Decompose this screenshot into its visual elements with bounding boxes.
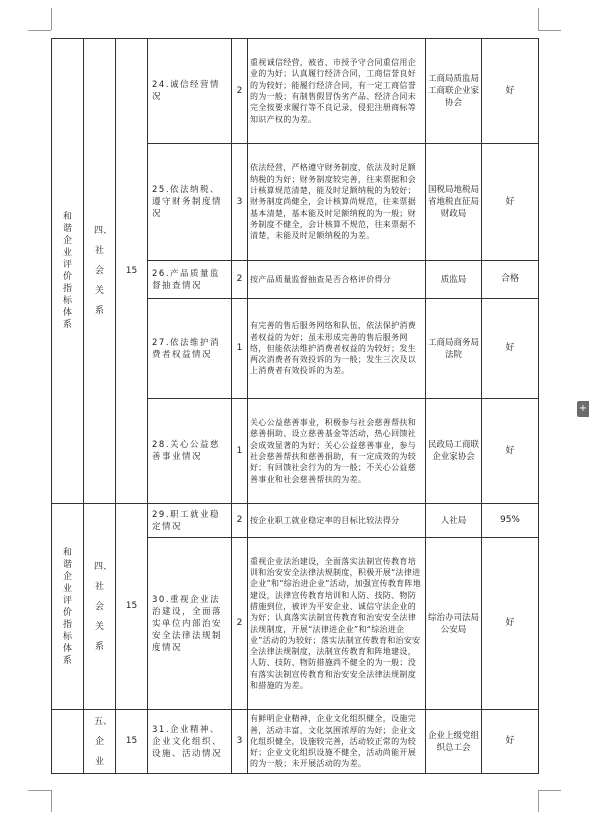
crop-mark-bottom-left-v [51, 790, 52, 812]
item-score: 3 [232, 710, 248, 774]
item-result: 好 [482, 538, 539, 710]
item-result: 好 [482, 144, 539, 261]
dimension-cell: 五、企业 [84, 710, 116, 774]
item-score: 1 [232, 299, 248, 399]
item-standard: 按产品质量监督抽查是否合格评价得分 [248, 261, 426, 299]
item-name: 31.企业精神、企业文化组织、设施、活动情况 [148, 710, 232, 774]
item-department: 民政局工商联企业家协会 [426, 399, 482, 504]
item-result: 好 [482, 299, 539, 399]
item-name: 26.产品质量监督抽查情况 [148, 261, 232, 299]
item-department: 企业上级党组织总工会 [426, 710, 482, 774]
item-department: 工商局质监局工商联企业家协会 [426, 39, 482, 144]
item-standard: 依法经营，严格遵守财务制度，依法及时足额纳税的为好；财务制度较完善，往来票据和会计核算规范清楚，能及时足额纳税的为较好；财务制度尚健全，会计核算尚规范，往来票据基本清楚，基本能及时足额纳税的为一般；财务制度不健全，会计核算不规范，往来票据不清楚，未能及时足额纳税的为差。 [248, 144, 426, 261]
crop-mark-top-right-h [538, 30, 561, 31]
crop-mark-top-left-v [51, 8, 52, 30]
item-department: 人社局 [426, 504, 482, 538]
item-department: 质监局 [426, 261, 482, 299]
item-standard: 重视诚信经营，被省、市授予守合同重信用企业的为好；认真履行经济合同，工商信誉良好的为较好；能履行经济合同，有一定工商信誉的为一般；有制售假冒伪劣产品、经济合同未完全按要求履行等不良记录，侵犯注册商标等知识产权的为差。 [248, 39, 426, 144]
total-score-cell: 15 [116, 39, 148, 504]
crop-mark-top-right-v [538, 8, 539, 30]
category-cell: 和谐企业评价指标体系 [52, 39, 84, 504]
item-name: 30.重视企业法治建设，全面落实单位内部治安安全法律法规制度情况 [148, 538, 232, 710]
item-score: 2 [232, 261, 248, 299]
crop-mark-bottom-right-v [538, 790, 539, 812]
plus-icon: + [578, 403, 588, 414]
item-department: 国税局地税局省地税直征局财政局 [426, 144, 482, 261]
crop-mark-bottom-right-h [538, 790, 561, 791]
item-name: 24.诚信经营情况 [148, 39, 232, 144]
item-standard: 重视企业法治建设，全面落实法制宣传教育培训和治安安全法律法规制度，积极开展“法律进企业”和“综治进企业”活动，加强宣传教育阵地建设，法律宣传教育培训和人防、技防、物防措施到位，被评为平安企业、诚信守法企业的为好；认真落实法制宣传教育和治安安全法律法规制度，开展“法律进企业”和“综治进企业”活动的为较好；落实法制宣传教育和治安安全法律法规制度，法制宣传教育和阵地建设，人防、技防、物防措施尚不健全的为一般；没有落实法制宣传教育和治安安全法律法规制度和措施的为差。 [248, 538, 426, 710]
item-result: 好 [482, 39, 539, 144]
item-name: 28.关心公益慈善事业情况 [148, 399, 232, 504]
total-score-cell: 15 [116, 504, 148, 710]
item-score: 1 [232, 399, 248, 504]
evaluation-table [51, 38, 539, 774]
category-cell: 和谐企业评价指标体系 [52, 504, 84, 710]
crop-mark-bottom-left-h [28, 790, 51, 791]
item-standard: 有鲜明企业精神，企业文化组织健全，设施完善，活动丰富，文化氛围浓厚的为好；企业文化组织健全，设施较完善，活动较正常的为较好；企业文化组织设施不健全，活动尚能开展的为一般；未开展活动的为差。 [248, 710, 426, 774]
item-name: 29.职工就业稳定情况 [148, 504, 232, 538]
item-score: 2 [232, 538, 248, 710]
item-name: 27.依法维护消费者权益情况 [148, 299, 232, 399]
table-row [52, 39, 539, 144]
item-result: 95% [482, 504, 539, 538]
item-name: 25.依法纳税、遵守财务制度情况 [148, 144, 232, 261]
item-standard: 按企业职工就业稳定率的目标比较法得分 [248, 504, 426, 538]
dimension-cell: 四、社会关系 [84, 504, 116, 710]
item-department: 综治办司法局公安局 [426, 538, 482, 710]
table-row [52, 710, 539, 774]
crop-mark-top-left-h [28, 30, 51, 31]
category-cell [52, 710, 84, 774]
item-department: 工商局商务局法院 [426, 299, 482, 399]
item-score: 2 [232, 504, 248, 538]
item-result: 好 [482, 710, 539, 774]
item-result: 合格 [482, 261, 539, 299]
item-standard: 关心公益慈善事业，积极参与社会慈善帮扶和慈善捐助、设立慈善基金等活动，热心回馈社会成效显著的为好；关心公益慈善事业，参与社会慈善帮扶和慈善捐助，有一定成效的为较好；有回馈社会行为的为一般；不关心公益慈善事业和社会慈善帮扶的为差。 [248, 399, 426, 504]
item-result: 好 [482, 399, 539, 504]
table-row [52, 504, 539, 538]
item-score: 3 [232, 144, 248, 261]
item-standard: 有完善的售后服务网络和队伍，依法保护消费者权益的为好；虽未形成完善的售后服务网络，但能依法维护消费者权益的为较好；发生两次消费者有效投诉的为一般；发生三次及以上消费者有效投诉的为差。 [248, 299, 426, 399]
dimension-cell: 四、社会关系 [84, 39, 116, 504]
total-score-cell: 15 [116, 710, 148, 774]
item-score: 2 [232, 39, 248, 144]
side-expand-button[interactable] [577, 401, 589, 417]
